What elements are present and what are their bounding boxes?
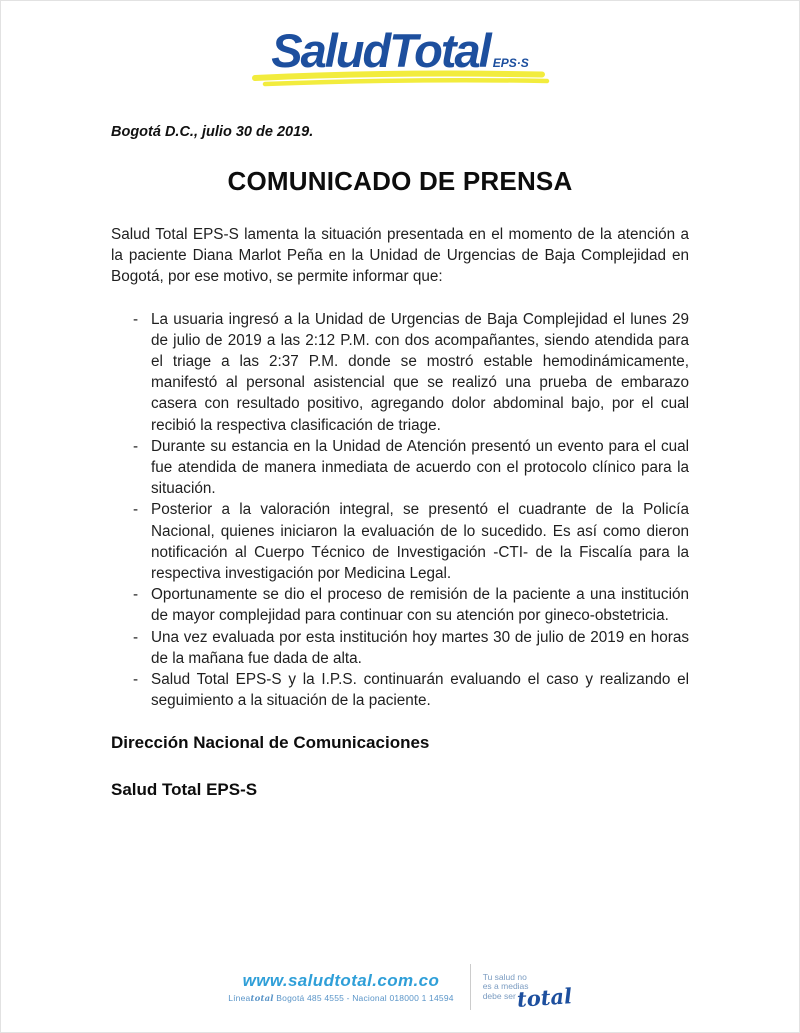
tagline-line3: debe ser <box>482 990 516 1001</box>
bullet-item <box>133 499 689 584</box>
phone-line-brand: total <box>250 993 274 1004</box>
bullet-item <box>133 584 689 626</box>
saludtotal-logo <box>249 24 551 88</box>
footer-contact-block <box>228 971 454 1004</box>
bullet-list <box>133 309 689 712</box>
bullet-item <box>133 436 689 500</box>
bullet-item-text: Posterior a la valoración integral, se presentó el cuadrante de la Policía Nacional, quienes iniciaron la evaluación de lo sucedido. Es así como dieron notificación al Cuerpo Técnico de Investigación -CTI- de la Fiscalía para la respectiva investigación por Medicina Legal. <box>151 501 689 583</box>
bullet-dash-marker: - <box>133 586 139 604</box>
bullet-dash-marker: - <box>133 671 139 689</box>
page-footer <box>1 964 799 1010</box>
logo-eps-suffix: EPS·S <box>492 56 529 70</box>
footer-tagline <box>482 971 573 1012</box>
tagline-script-total: total <box>515 982 573 1012</box>
bullet-item-text: Durante su estancia en la Unidad de Atención presentó un evento para el cual fue atendida de manera inmediata de acuerdo con el protocolo clínico para la situación. <box>151 437 689 498</box>
bullet-dash-marker: - <box>133 501 139 519</box>
footer-divider <box>470 964 471 1010</box>
bullet-item-text: La usuaria ingresó a la Unidad de Urgencias de Baja Complejidad el lunes 29 de julio de 2019 a las 2:12 P.M. con dos acompañantes, siendo atendida para el triage a las 2:37 P.M. donde se mostró estable hemodinámicamente, manifestó al personal asistencial que se realizó una prueba de embarazo casera con resultado positivo, agregando dolor abdominal bajo, por el cual recibió la respectiva clasificación de triage. <box>151 310 689 434</box>
logo-block <box>1 1 799 88</box>
tagline-line1: Tu salud no <box>482 971 527 982</box>
tagline-line2: es a medias <box>482 981 529 992</box>
signature-company: Salud Total EPS-S <box>111 780 258 800</box>
intro-paragraph: Salud Total EPS-S lamenta la situación presentada en el momento de la atención a la paciente Diana Marlot Peña en la Unidad de Urgencias de Baja Complejidad en Bogotá, por ese motivo, se permite informar que: <box>111 226 689 286</box>
bullet-item-text: Oportunamente se dio el proceso de remisión de la paciente a una institución de mayor complejidad para continuar con su atención por gineco-obstetricia. <box>151 586 689 625</box>
logo-wordmark: SaludTotal <box>271 24 490 77</box>
bullet-dash-marker: - <box>133 437 139 455</box>
phone-line-numbers: Bogotá 485 4555 - Nacional 018000 1 14594 <box>273 992 454 1003</box>
date-line: Bogotá D.C., julio 30 de 2019. <box>111 124 314 140</box>
bullet-item <box>133 669 689 711</box>
signature-department: Dirección Nacional de Comunicaciones <box>111 733 430 753</box>
website-link[interactable]: www.saludtotal.com.co <box>242 970 440 990</box>
contact-phone-line <box>228 993 454 1004</box>
phone-line-prefix: Línea <box>228 992 251 1003</box>
bullet-item-text: Salud Total EPS-S y la I.P.S. continuarán evaluando el caso y realizando el seguimiento a la situación de la paciente. <box>151 671 689 710</box>
bullet-item-text: Una vez evaluada por esta institución hoy martes 30 de julio de 2019 en horas de la mañana fue dada de alta. <box>151 628 689 667</box>
bullet-dash-marker: - <box>133 310 139 328</box>
bullet-dash-marker: - <box>133 628 139 646</box>
bullet-item <box>133 309 689 436</box>
page-title: COMUNICADO DE PRENSA <box>227 166 573 196</box>
bullet-item <box>133 627 689 669</box>
